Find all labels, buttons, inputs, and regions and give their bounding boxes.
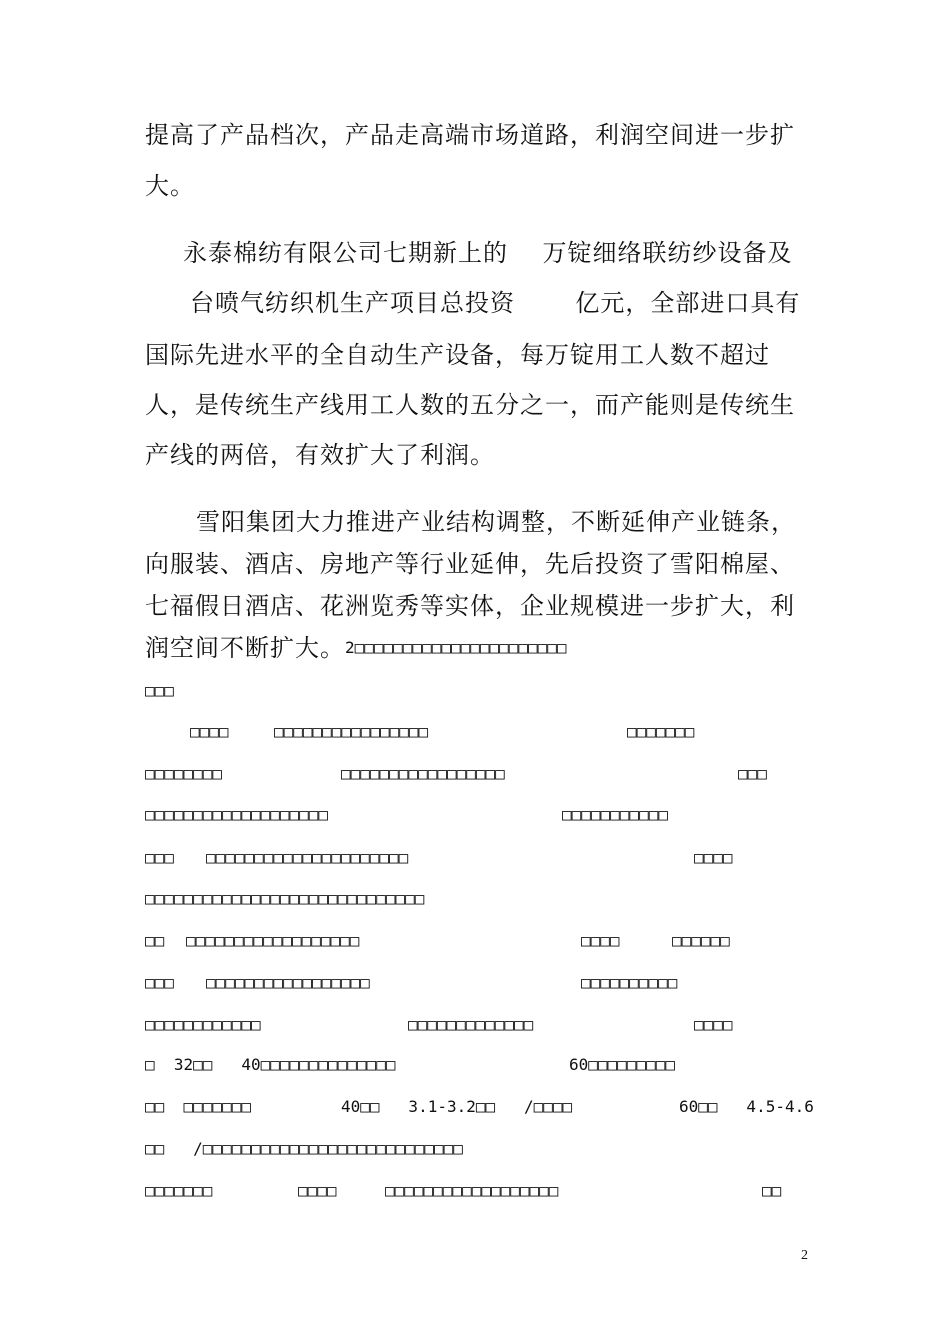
garbled-fragment: □□□□ [694,1015,733,1034]
paragraph2-line-4: 人，是传统生产线用工人数的五分之一，而产能则是传统生 [145,391,795,419]
paragraph3-garbled-tail: 2□□□□□□□□□□□□□□□□□□□□□□ [345,638,567,657]
garbled-fragment: □□□□ [190,722,229,741]
garbled-fragment: □□□□□□□□□□□□□□□□□□□□□□□□□□□□□ [145,889,425,908]
garbled-fragment: □□□□□□□□□□□□□□□□□□ [385,1181,559,1200]
paragraph3-line-1: 雪阳集团大力推进产业结构调整，不断延伸产业链条， [196,508,796,536]
garbled-fragment: 60□□□□□□□□□ [569,1055,675,1074]
paragraph3-line-3: 七福假日酒店、花洲览秀等实体，企业规模进一步扩大，利 [145,592,795,620]
garbled-fragment: □□□□□□□ [627,722,695,741]
garbled-fragment: □□□□□□□□□□□□□□□□□ [341,764,505,783]
garbled-fragment: □□□□□□□□□□□□□ [408,1015,534,1034]
garbled-fragment: □□□□ [298,1181,337,1200]
paragraph2-line-3: 国际先进水平的全自动生产设备，每万锭用工人数不超过 [145,341,770,369]
paragraph2-line-2: 台喷气纺织机生产项目总投资 亿元，全部进口具有 [190,289,801,317]
garbled-fragment: □□□□□□□□□□□□□□□□□□ [186,931,360,950]
garbled-fragment: □□□□□□□□□□□□ [145,1015,261,1034]
paragraph1-line-2: 大。 [145,172,195,200]
garbled-fragment: □□□ [145,681,174,700]
paragraph2-line-1: 永泰棉纺有限公司七期新上的 万锭细络联纺纱设备及 [183,239,793,267]
garbled-fragment: □□□□□□□□□□ [581,973,678,992]
garbled-fragment: □□□□□□□ [145,1181,213,1200]
garbled-fragment: □□□□ [581,931,620,950]
paragraph2-line-5: 产线的两倍，有效扩大了利润。 [145,441,495,469]
garbled-fragment: □□ □□□□□□□ [145,1097,251,1116]
garbled-fragment: □□□ [145,848,174,867]
paragraph3-line-4: 润空间不断扩大。 [145,634,345,662]
garbled-fragment: □□□□ [694,848,733,867]
garbled-fragment: □□□□□□□□ [145,764,223,783]
garbled-fragment: □ 32□□ 40□□□□□□□□□□□□□□ [145,1055,396,1074]
garbled-fragment: □□□□□□□□□□□ [562,805,668,824]
garbled-fragment: 60□□ 4.5-4.6 [679,1097,814,1116]
garbled-fragment: □□□□□□ [672,931,730,950]
garbled-fragment: □□□□□□□□□□□□□□□□ [274,722,429,741]
garbled-fragment: □□□ [738,764,767,783]
garbled-fragment: □□□□□□□□□□□□□□□□□ [206,973,370,992]
garbled-fragment: □□ [762,1181,782,1200]
garbled-fragment: □□ /□□□□□□□□□□□□□□□□□□□□□□□□□□□ [145,1139,463,1158]
page-number: 2 [801,1248,808,1263]
garbled-fragment: □□□ [145,973,174,992]
garbled-fragment: 40□□ 3.1-3.2□□ /□□□□ [341,1097,573,1116]
garbled-fragment: □□ [145,931,165,950]
paragraph1-line-1: 提高了产品档次，产品走高端市场道路，利润空间进一步扩 [145,121,795,149]
garbled-fragment: □□□□□□□□□□□□□□□□□□□ [145,805,329,824]
garbled-fragment: □□□□□□□□□□□□□□□□□□□□□ [206,848,409,867]
paragraph3-line-2: 向服装、酒店、房地产等行业延伸，先后投资了雪阳棉屋、 [145,550,795,578]
